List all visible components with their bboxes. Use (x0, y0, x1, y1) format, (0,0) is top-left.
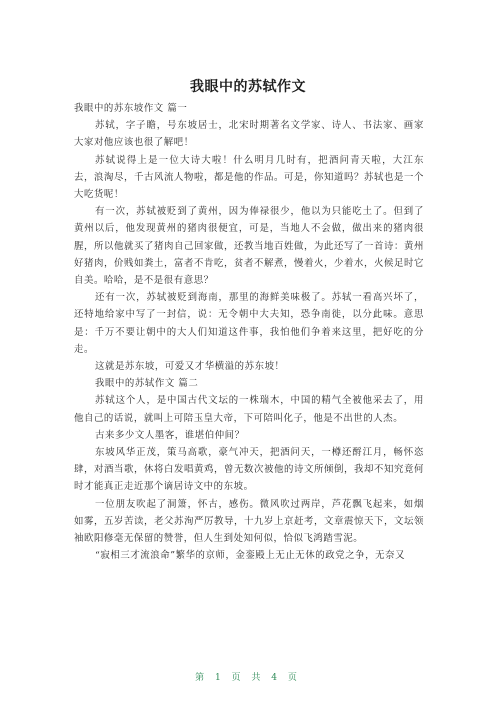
paragraph: 有一次，苏轼被贬到了黄州，因为俸禄很少，他以为只能吃土了。但到了黄州以后，他发现黄州的猪肉很便宜，可是，当地人不会做，做出来的猪肉很腥，所以他就买了猪肉自己回家做，还教当地百姓做，为此还写了一首诗：黄州好猪肉，价贱如粪土，富者不肯吃，贫者不解煮，慢着火，少着水，火候足时它自美。哈哈，是不是很有意思？ (74, 206, 424, 287)
page-footer: 第 1 页 共 4 页 (195, 673, 301, 683)
paragraph: 一位朋友吹起了洞箫，怀古，感伤。微风吹过两岸，芦花飘飞起来，如烟如雾，五岁苦读，老父苏洵严厉教导，十九岁上京赶考，文章震惊天下，文坛领袖欧阳修毫无保留的赞誉，但人生到处知何似，恰似飞鸿踏雪泥。 (74, 498, 424, 545)
paragraph: 苏轼这个人，是中国古代文坛的一株瑞木，中国的精气全被他采去了，用他自己的话说，就叫上可陪玉皇大帝，下可陪叫化子，他是不出世的人杰。 (74, 395, 424, 424)
paragraph: 还有一次，苏轼被贬到海南，那里的海鲜美味极了。苏轼一看高兴坏了，还特地给家中写了一封信，说：无令朝中大夫知，恐争南徙，以分此味。意思是：千万不要让朝中的大人们知道这件事，我怕他们争着来这里，把好吃的分走。 (74, 292, 424, 355)
section-heading-2: 我眼中的苏轼作文 篇二 (95, 378, 199, 390)
paragraph: 这就是苏东坡，可爱又才华横溢的苏东坡！ (95, 361, 285, 373)
paragraph: 苏轼，字子瞻，号东坡居士，北宋时期著名文学家、诗人、书法家、画家大家对他应该也很了解吧！ (74, 120, 424, 149)
paragraph: “寂相三才流浪命”繁华的京师，金銮殿上无止无休的政党之争，无奈又 (95, 550, 406, 562)
document-body (74, 100, 424, 564)
paragraph: 东坡风华正茂，策马高歌，豪气冲天，把酒问天，一樽还酹江月，畅怀恣肆，对酒当歌，休将白发唱黄鸡，曾无数次被他的诗文所倾倒，我却不知究竟何时才能真正走近那个谪居诗文中的东坡。 (74, 447, 424, 493)
document-title: 我眼中的苏轼作文 (190, 79, 306, 95)
section-heading-1: 我眼中的苏东坡作文 篇一 (74, 103, 188, 114)
paragraph: 古来多少文人墨客，谁堪伯仲间？ (95, 429, 245, 441)
paragraph: 苏轼说得上是一位大诗大啦！什么明月几时有，把酒问青天啦，大江东去，浪淘尽，千古风流人物啦，都是他的作品。可是，你知道吗？苏轼也是一个大吃货呢！ (74, 154, 424, 201)
